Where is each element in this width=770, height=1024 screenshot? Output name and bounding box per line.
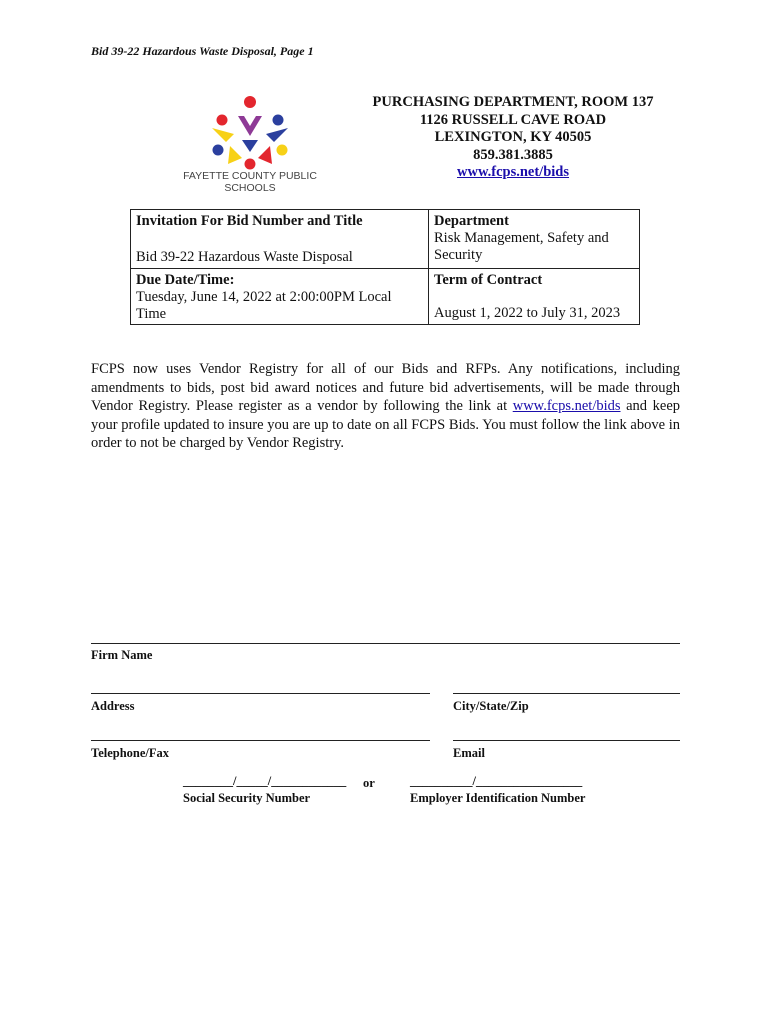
bid-title-label: Invitation For Bid Number and Title — [136, 213, 363, 229]
due-date-label: Due Date/Time: — [136, 272, 235, 288]
firm-name-label: Firm Name — [91, 648, 153, 662]
telephone-fax-label: Telephone/Fax — [91, 746, 170, 760]
ein-label: Employer Identification Number — [410, 791, 586, 805]
department-value: Risk Management, Safety and Security — [434, 230, 609, 263]
notice-text: FCPS now uses Vendor Registry for all of our Bids and RFPs. Any notifications, including amendments to bids, post bid award notices and future bid advertisements, will be made through Vendor Registry. Please register as a vendor by following the link at — [91, 361, 680, 414]
vendor-registry-notice — [91, 360, 680, 453]
bid-info-table — [130, 209, 640, 325]
email-label: Email — [453, 746, 485, 760]
notice-text: and keep your profile updated to insure you are up to date on all FCPS Bids. You must follow the link above in order to not be charged by Vendor Registry. — [91, 398, 681, 451]
or-text: or — [363, 776, 375, 790]
address-line: 1126 RUSSELL CAVE ROAD — [419, 111, 607, 128]
running-head: Bid 39-22 Hazardous Waste Disposal, Page 1 — [91, 44, 314, 58]
website-link[interactable]: www.fcps.net/bids — [457, 164, 569, 180]
address-label: Address — [91, 699, 135, 713]
department-label: Department — [434, 213, 509, 229]
fcps-logo-mark-icon — [208, 94, 292, 172]
purchasing-address — [340, 94, 686, 182]
phone-number: 859.381.3885 — [473, 146, 553, 163]
due-date-cell — [131, 268, 428, 324]
city-state-zip-line[interactable] — [453, 693, 680, 694]
address-line: LEXINGTON, KY 40505 — [434, 129, 592, 145]
address-line-field[interactable] — [91, 693, 430, 694]
bid-title-value: Bid 39-22 Hazardous Waste Disposal — [136, 249, 353, 265]
logo-text: FAYETTE COUNTY PUBLIC SCHOOLS — [183, 170, 317, 194]
notice-link[interactable]: www.fcps.net/bids — [512, 398, 621, 414]
due-date-value: Tuesday, June 14, 2022 at 2:00:00PM Local Time — [136, 289, 392, 322]
telephone-fax-line[interactable] — [91, 740, 430, 741]
ssn-field[interactable]: ________/_____/____________ — [183, 774, 347, 788]
ein-field[interactable]: __________/_________________ — [410, 774, 583, 788]
department-cell — [428, 210, 639, 268]
term-value: August 1, 2022 to July 31, 2023 — [434, 305, 621, 321]
term-label: Term of Contract — [434, 272, 543, 288]
ssn-label: Social Security Number — [183, 791, 311, 805]
fcps-logo — [150, 94, 350, 194]
email-line[interactable] — [453, 740, 680, 741]
city-state-zip-label: City/State/Zip — [453, 699, 529, 713]
term-cell — [428, 268, 639, 324]
bid-title-cell — [131, 210, 428, 268]
address-line: PURCHASING DEPARTMENT, ROOM 137 — [372, 94, 654, 110]
firm-name-line[interactable] — [91, 643, 680, 644]
